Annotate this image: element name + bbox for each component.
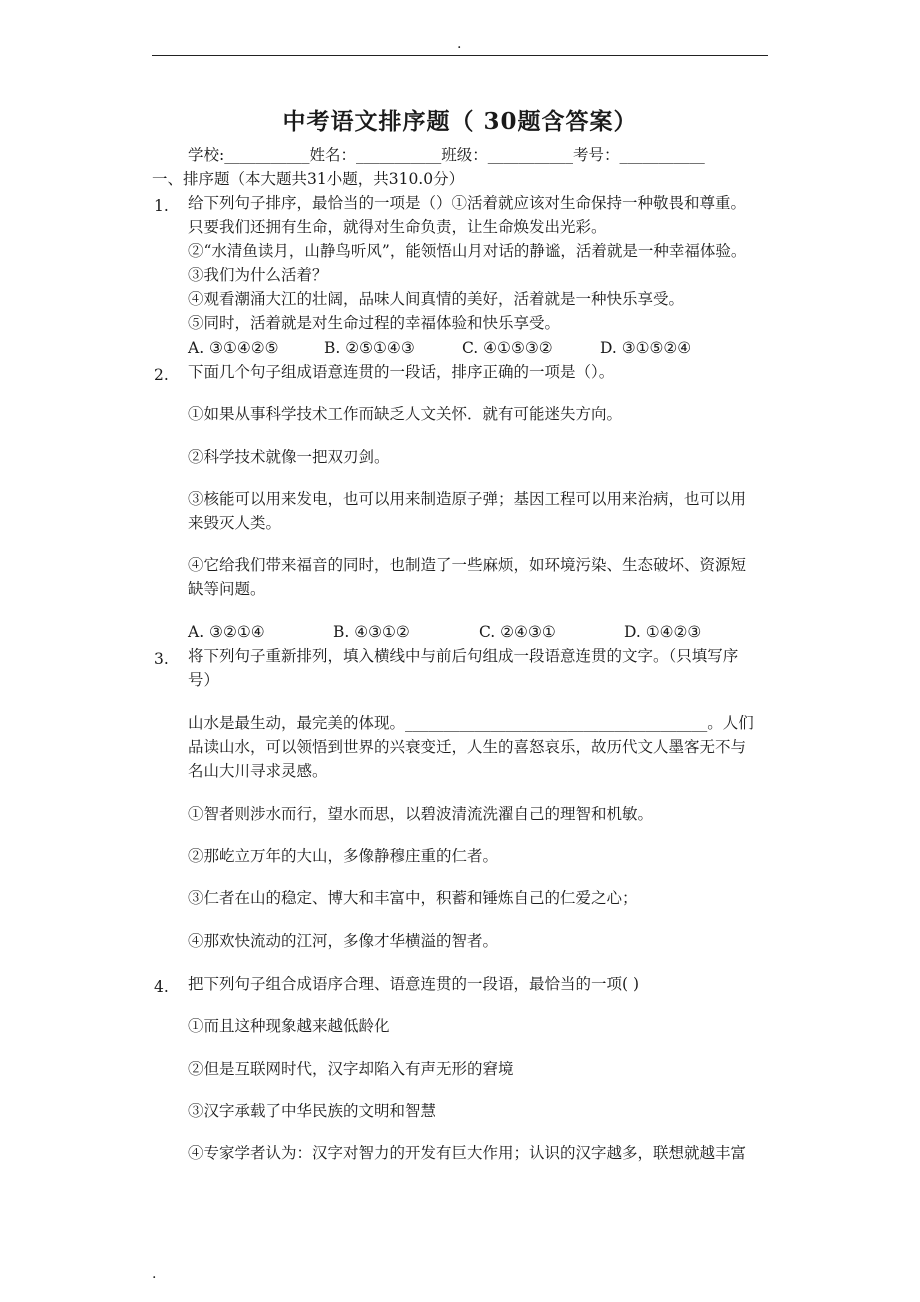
option-a: A. ③①④②⑤ — [188, 339, 279, 357]
option-d: D. ③①⑤②④ — [600, 339, 692, 357]
question-line: 只要我们还拥有生命，就得对生命负责，让生命焕发出光彩。 — [188, 218, 607, 236]
question-line: ①智者则涉水而行，望水而思，以碧波清流洗濯自己的理智和机敏。 — [188, 805, 654, 823]
question-line: ①而且这种现象越来越低龄化 — [188, 1017, 390, 1035]
option-b: B. ④③①② — [333, 623, 410, 641]
question-number: 4. — [154, 978, 169, 996]
question-line: 下面几个句子组成语意连贯的一段话，排序正确的一项是（）。 — [188, 363, 615, 381]
question-line: 把下列句子组合成语序合理、语意连贯的一段语，最恰当的一项( ) — [188, 975, 640, 993]
question-line: ②科学技术就像一把双刃剑。 — [188, 448, 390, 466]
option-d: D. ①④②③ — [624, 623, 702, 641]
option-a: A. ③②①④ — [188, 623, 265, 641]
question-line: ③核能可以用来发电，也可以用来制造原子弹；基因工程可以用来治病，也可以用 — [188, 490, 747, 508]
question-line: ③汉字承载了中华民族的文明和智慧 — [188, 1102, 437, 1120]
header-mark: . — [457, 36, 462, 52]
option-c: C. ④①⑤③② — [462, 339, 553, 357]
question-line: ②那屹立万年的大山，多像静穆庄重的仁者。 — [188, 847, 499, 865]
question-line: ④观看潮涌大江的壮阔，品味人间真情的美好，活着就是一种快乐享受。 — [188, 290, 685, 308]
footer-mark: . — [152, 1266, 157, 1282]
question-line: ①如果从事科学技术工作而缺乏人文关怀．就有可能迷失方向。 — [188, 405, 623, 423]
question-line: 品读山水，可以领悟到世界的兴衰变迁，人生的喜怒哀乐，故历代文人墨客无不与 — [188, 738, 747, 756]
question-line: ③我们为什么活着？ — [188, 266, 328, 284]
header-rule — [152, 55, 768, 56]
page-title: 中考语文排序题（ 30题含答案） — [282, 108, 638, 135]
question-line: 号） — [188, 671, 220, 689]
question-line: 山水是最生动，最完美的体现。_______________________________________。人们 — [188, 714, 754, 732]
question-line: ②“水清鱼读月，山静鸟听风”，能领悟山月对话的静谧，活着就是一种幸福体验。 — [188, 242, 747, 260]
question-line: ③仁者在山的稳定、博大和丰富中，积蓄和锤炼自己的仁爱之心； — [188, 889, 638, 907]
question-line: 来毁灭人类。 — [188, 514, 282, 532]
question-number: 3. — [154, 650, 169, 668]
student-info-line: 学校:___________姓名：___________班级：___________考号：___________ — [188, 146, 705, 164]
question-line: 将下列句子重新排列，填入横线中与前后句组成一段语意连贯的文字。（只填写序 — [188, 647, 739, 665]
section-heading: 一、排序题（本大题共31小题，共310.0分） — [152, 170, 465, 188]
question-line: ④那欢快流动的江河，多像才华横溢的智者。 — [188, 932, 499, 950]
question-line: 名山大川寻求灵感。 — [188, 762, 328, 780]
question-line: 缺等问题。 — [188, 580, 266, 598]
question-line: ④它给我们带来福音的同时，也制造了一些麻烦，如环境污染、生态破坏、资源短 — [188, 556, 747, 574]
option-b: B. ②⑤①④③ — [324, 339, 415, 357]
question-line: 给下列句子排序，最恰当的一项是（）①活着就应该对生命保持一种敬畏和尊重。 — [188, 194, 747, 212]
question-number: 2. — [154, 366, 169, 384]
question-line: ④专家学者认为：汉字对智力的开发有巨大作用；认识的汉字越多，联想就越丰富 — [188, 1144, 747, 1162]
question-line: ②但是互联网时代，汉字却陷入有声无形的窘境 — [188, 1060, 514, 1078]
option-c: C. ②④③① — [479, 623, 556, 641]
question-number: 1. — [154, 197, 169, 215]
question-line: ⑤同时，活着就是对生命过程的幸福体验和快乐享受。 — [188, 314, 561, 332]
